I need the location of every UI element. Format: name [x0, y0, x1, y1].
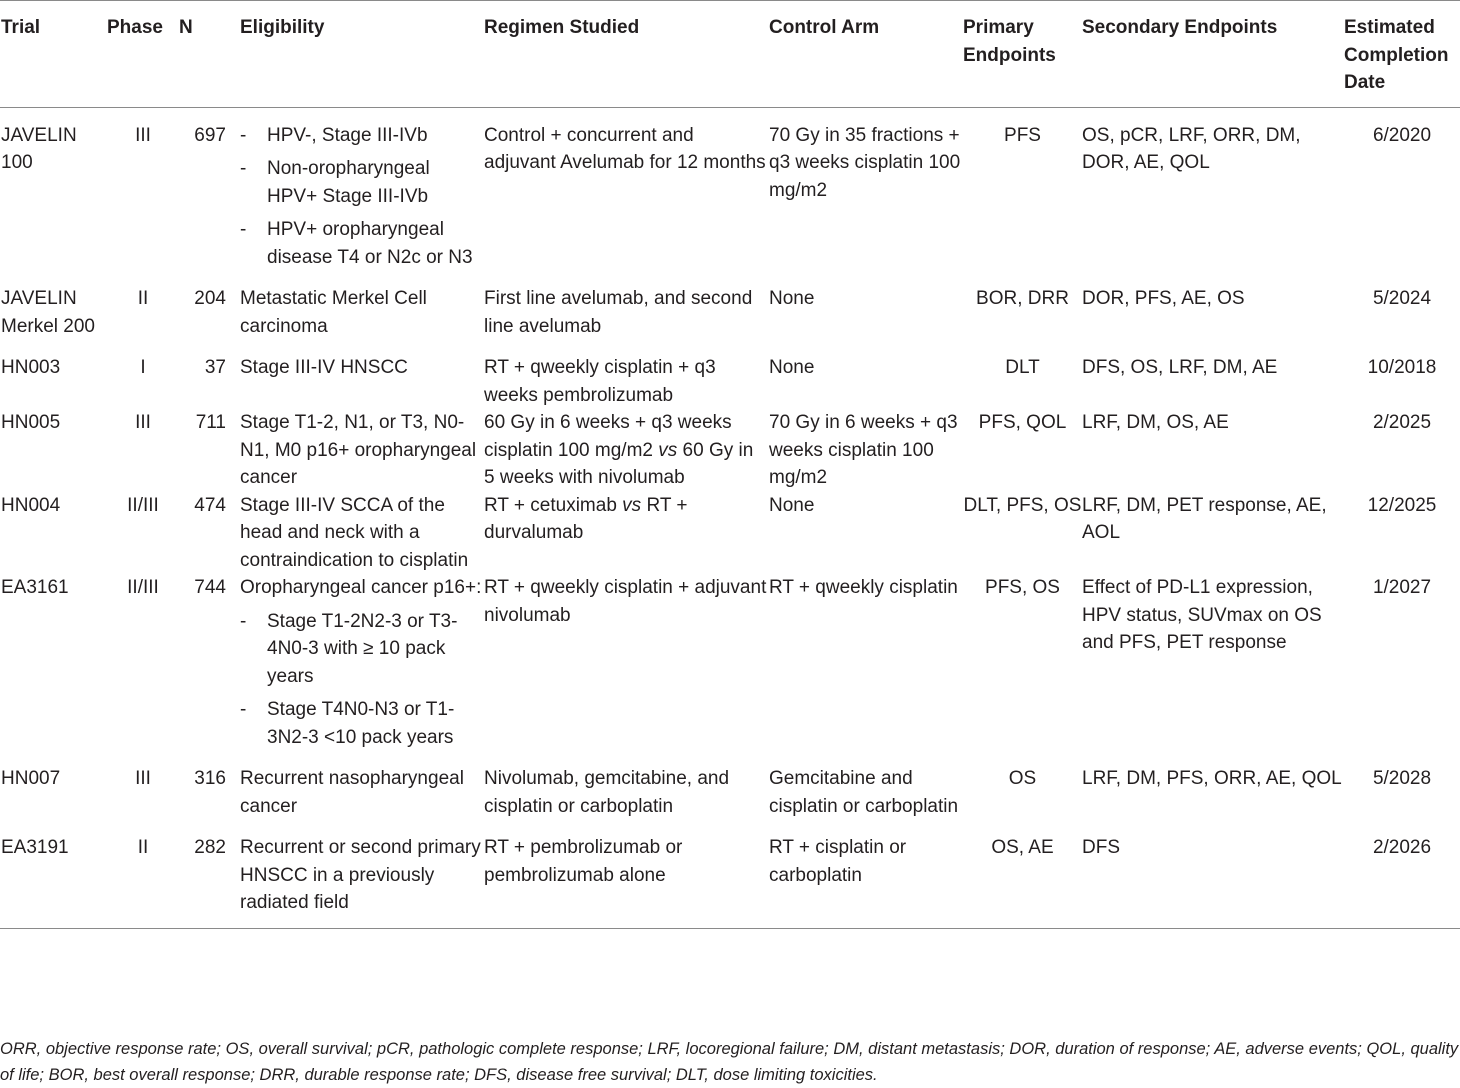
secondary-endpoints: OS, pCR, LRF, ORR, DM, DOR, AE, QOL [1082, 124, 1301, 173]
header-secondary: Secondary Endpoints [1082, 1, 1344, 108]
table-row [0, 492, 1460, 575]
trial-name: HN004 [1, 494, 61, 516]
phase: III [135, 768, 151, 789]
control-arm: None [769, 288, 815, 309]
control-arm: 70 Gy in 6 weeks + q3 weeks cisplatin 100 mg/m2 [769, 412, 958, 488]
eligibility: Stage III-IV HNSCC [240, 357, 408, 378]
eligibility-intro: Oropharyngeal cancer p16+: [240, 577, 482, 598]
phase: I [140, 357, 146, 378]
sample-size: 37 [204, 357, 226, 378]
control-arm: None [769, 357, 815, 378]
sample-size: 282 [179, 820, 240, 928]
completion-date: 12/2025 [1367, 494, 1437, 516]
secondary-endpoints: DFS [1082, 820, 1344, 928]
header-trial: Trial [0, 1, 107, 108]
header-completion: Estimated Completion Date [1344, 1, 1460, 108]
regimen: RT + pembrolizumab or pembrolizumab alone [484, 820, 769, 928]
table-row [0, 107, 1460, 271]
phase: III [135, 412, 151, 433]
table-footnote: ORR, objective response rate; OS, overall survival; pCR, pathologic complete response; LRF, locoregional failure; DM, distant metastasis; DOR, duration of response; AE, adverse events; QOL, quality of life; BOR, best overall response; DRR, durable response rate; DFS, disease free survival; DLT, dose limiting toxicities. [0, 1040, 1459, 1084]
table-row [0, 340, 1460, 409]
phase: II [137, 288, 149, 309]
trial-name: EA3191 [0, 820, 107, 928]
regimen: Nivolumab, gemcitabine, and cisplatin or carboplatin [484, 768, 730, 817]
primary-endpoints: OS, AE [963, 820, 1082, 928]
secondary-endpoints: DFS, OS, LRF, DM, AE [1082, 357, 1278, 378]
table-row [0, 751, 1460, 820]
eligibility: Stage T1-2, N1, or T3, N0-N1, M0 p16+ oropharyngeal cancer [240, 412, 477, 488]
header-phase: Phase [107, 1, 179, 108]
control-arm: 70 Gy in 35 fractions + q3 weeks cisplatin 100 mg/m2 [769, 124, 961, 201]
eligibility [240, 107, 484, 271]
eligibility [240, 574, 484, 751]
secondary-endpoints: DOR, PFS, AE, OS [1082, 288, 1245, 309]
eligibility-item: - Stage T1-2N2-3 or T3-4N0-3 with ≥ 10 pack years [240, 610, 458, 687]
phase: III [135, 124, 151, 146]
primary-endpoints: PFS [1004, 124, 1041, 146]
table-row [0, 271, 1460, 340]
regimen: RT + qweekly cisplatin + q3 weeks pembrolizumab [484, 357, 716, 406]
header-control: Control Arm [769, 1, 963, 108]
primary-endpoints: DLT, PFS, OS [963, 494, 1082, 516]
eligibility: Metastatic Merkel Cell carcinoma [240, 288, 427, 337]
phase: II [107, 820, 179, 928]
completion-date: 2/2026 [1344, 820, 1460, 928]
eligibility: Stage III-IV SCCA of the head and neck with a contraindication to cisplatin [240, 494, 469, 571]
secondary-endpoints: LRF, DM, PFS, ORR, AE, QOL [1082, 768, 1342, 789]
secondary-endpoints: Effect of PD-L1 expression, HPV status, SUVmax on OS and PFS, PET response [1082, 577, 1322, 653]
sample-size: 711 [195, 412, 226, 433]
completion-date: 5/2024 [1372, 288, 1432, 309]
eligibility: Recurrent nasopharyngeal cancer [240, 768, 464, 817]
eligibility: Recurrent or second primary HNSCC in a previously radiated field [240, 820, 484, 928]
eligibility-item: - HPV+ oropharyngeal disease T4 or N2c or N3 [240, 219, 473, 268]
control-arm: None [769, 494, 815, 516]
trial-name: HN003 [1, 357, 61, 378]
completion-date: 6/2020 [1372, 124, 1432, 146]
table-row [0, 574, 1460, 751]
phase: II/III [127, 577, 159, 598]
sample-size: 204 [194, 288, 226, 309]
completion-date: 5/2028 [1372, 768, 1432, 789]
sample-size: 744 [194, 577, 226, 598]
trial-name: HN005 [1, 412, 61, 433]
control-arm: RT + qweekly cisplatin [769, 577, 958, 598]
regimen: First line avelumab, and second line avelumab [484, 288, 753, 337]
secondary-endpoints: LRF, DM, OS, AE [1082, 412, 1229, 433]
sample-size: 697 [194, 124, 226, 146]
regimen: RT + qweekly cisplatin + adjuvant nivolumab [484, 577, 767, 626]
phase: II/III [127, 494, 159, 516]
trial-name: JAVELIN 100 [1, 124, 77, 173]
trial-name: HN007 [1, 768, 61, 789]
regimen: RT + cetuximab vs RT + durvalumab [484, 494, 688, 543]
control-arm: RT + cisplatin or carboplatin [769, 820, 963, 928]
header-regimen: Regimen Studied [484, 1, 769, 108]
header-primary: Primary Endpoints [963, 1, 1082, 108]
eligibility-item: - Stage T4N0-N3 or T1-3N2-3 <10 pack years [240, 699, 455, 748]
completion-date: 10/2018 [1367, 357, 1437, 378]
eligibility-item: - HPV-, Stage III-IVb [240, 124, 428, 146]
header-n: N [179, 1, 240, 108]
eligibility-item: - Non-oropharyngeal HPV+ Stage III-IVb [240, 158, 430, 207]
regimen: Control + concurrent and adjuvant Avelumab for 12 months [484, 124, 766, 173]
primary-endpoints: PFS, OS [985, 577, 1060, 598]
sample-size: 316 [194, 768, 226, 789]
primary-endpoints: OS [1008, 768, 1037, 789]
header-eligibility: Eligibility [240, 1, 484, 108]
control-arm: Gemcitabine and cisplatin or carboplatin [769, 768, 959, 817]
regimen: 60 Gy in 6 weeks + q3 weeks cisplatin 100 mg/m2 vs 60 Gy in 5 weeks with nivolumab [484, 412, 754, 488]
table-row [0, 409, 1460, 492]
sample-size: 474 [194, 494, 226, 516]
primary-endpoints: DLT [1005, 357, 1040, 378]
primary-endpoints: BOR, DRR [976, 288, 1069, 309]
completion-date: 1/2027 [1372, 577, 1432, 598]
completion-date: 2/2025 [1372, 412, 1432, 433]
table-row [0, 820, 1460, 928]
trial-name: EA3161 [1, 577, 69, 598]
trial-name: JAVELIN Merkel 200 [1, 288, 95, 337]
secondary-endpoints: LRF, DM, PET response, AE, AOL [1082, 494, 1327, 543]
header-row [0, 1, 1460, 108]
primary-endpoints: PFS, QOL [978, 412, 1067, 433]
